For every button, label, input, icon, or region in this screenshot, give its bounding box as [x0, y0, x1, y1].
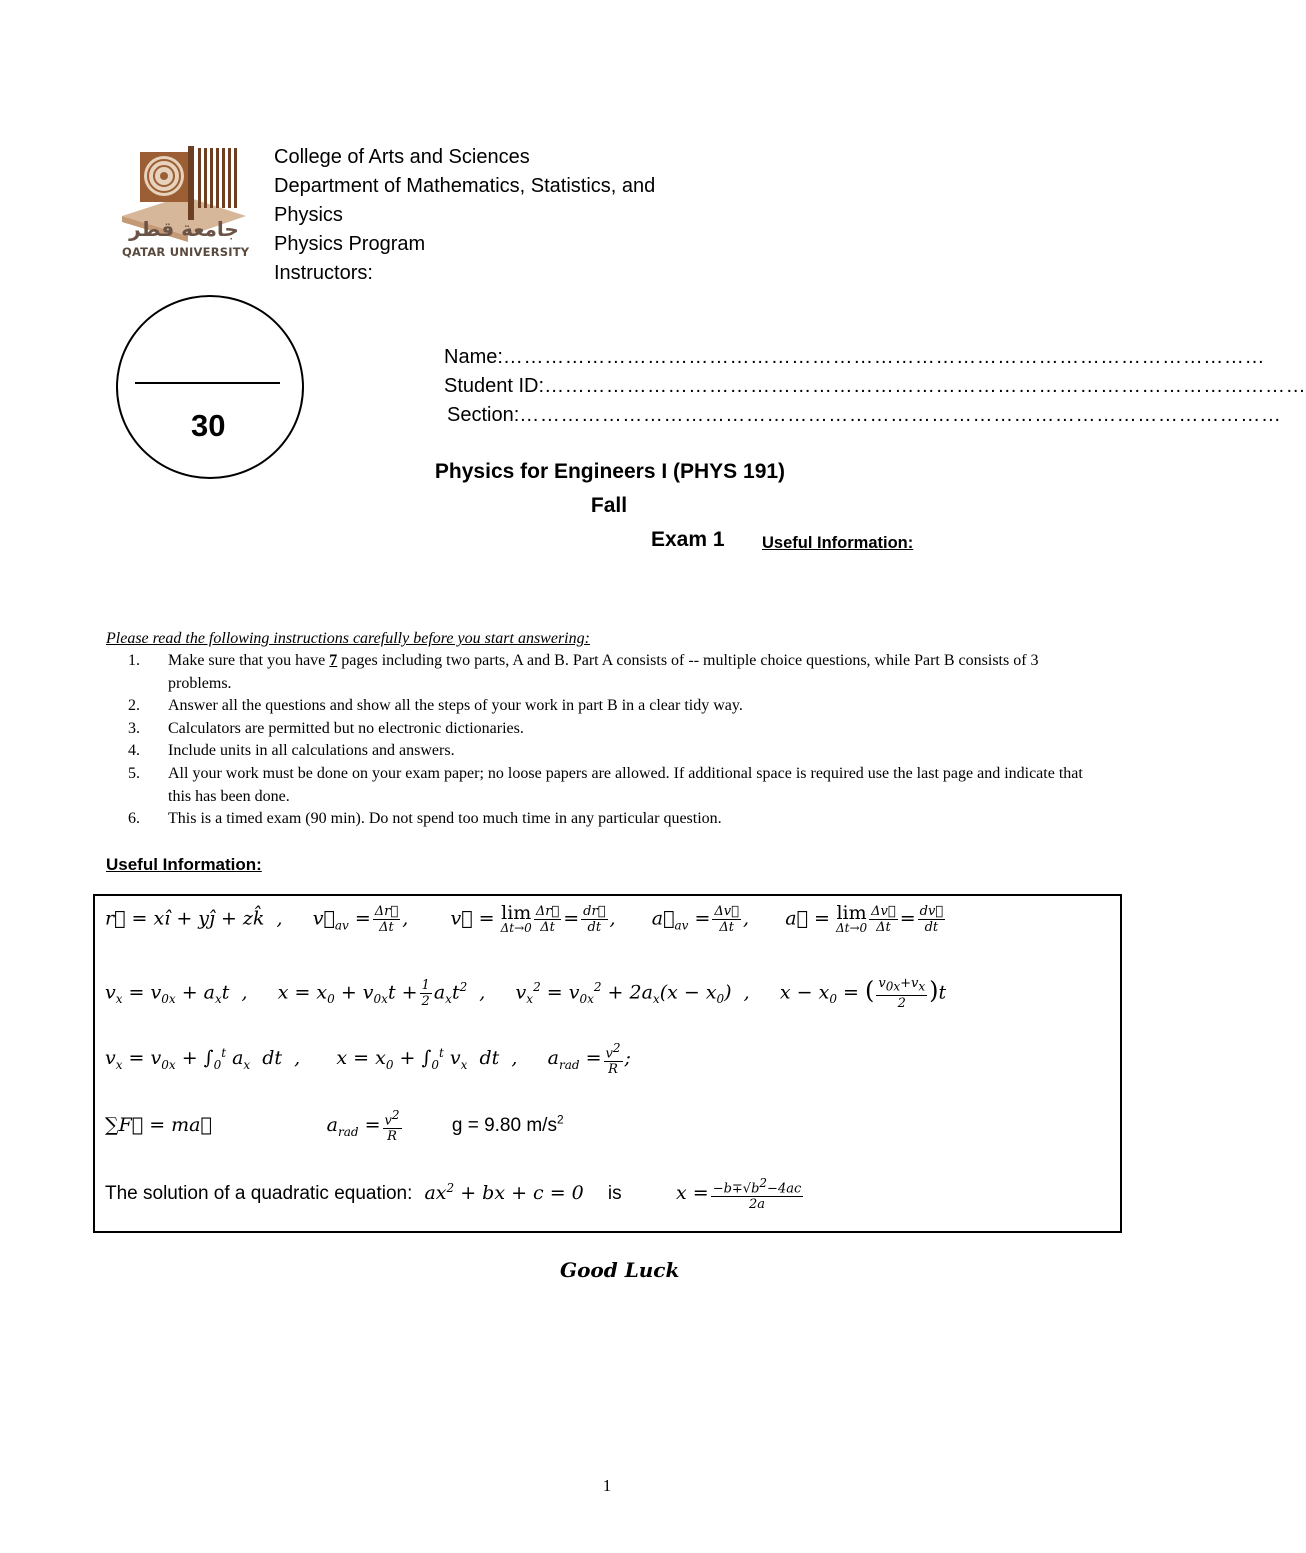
- student-id-field[interactable]: [444, 372, 1306, 401]
- page-count: 7: [329, 652, 338, 669]
- instruction-item: 3. Calculators are permitted but no electronic dictionaries.: [128, 719, 524, 737]
- useful-info-heading: Useful Information:: [106, 855, 262, 874]
- formula-row-constant-acceleration: $v_x = v_{0x} + a_xt$ , $x = x_0 + v_{0x}t$ + $\frac{1}{2}$ $a_xt^2$ , $v_x^2 = v_{0x}^2 + 2a_x(x - x_0)$ , $x - x_0$ = ( $\frac{v_{0x}+v_x}{2}$ )t: [105, 976, 947, 1011]
- instruction-item: 2. Answer all the questions and show all the steps of your work in part B in a clear tidy way.: [128, 697, 743, 715]
- college-name: College of Arts and Sciences: [274, 146, 530, 168]
- section-dots[interactable]: …………………………………………………………………………………………………: [519, 404, 1282, 426]
- quadratic-label: The solution of a quadratic equation:: [105, 1183, 413, 1205]
- formula-row-kinematics-vectors: r⃗ = xî + yĵ + zk̂ , $v⃗_{av}$ = $\frac{\Delta r⃗}{\Delta t}$ , v⃗ = lim Δt→0 $\frac{\Delta r⃗}{\Delta t}$ = $\frac{dr⃗}{dt}$ , $a⃗_{av}$ = $\frac{\Delta v⃗}{\Delta t}$ , a⃗ = lim Δt→0 $\frac{\Delta v⃗}{\Delta t}$ = $\frac{dv⃗}{dt}$: [105, 902, 944, 935]
- exam-name: Exam 1: [651, 528, 725, 551]
- formula-row-newton: ∑F⃗ = ma⃗ $a_{rad}$ = $\frac{v^2}{R}$ g = 9.80 $m/s^2$: [105, 1108, 564, 1145]
- instruction-item: 4. Include units in all calculations and answers.: [128, 742, 455, 760]
- formula-box: [93, 894, 1122, 1233]
- instructions-list: [128, 650, 1088, 831]
- page-number: 1: [602, 1476, 612, 1495]
- score-circle: [116, 295, 304, 479]
- good-luck-text: Good Luck: [560, 1258, 680, 1282]
- student-id-label: Student ID:: [444, 375, 545, 397]
- instructions-heading: Please read the following instructions carefully before you start answering:: [106, 630, 590, 647]
- name-label: Name:: [444, 346, 503, 368]
- instructors-label: Instructors:: [274, 262, 373, 284]
- department-name-line2: Physics: [274, 204, 343, 226]
- section-field[interactable]: [444, 401, 1306, 430]
- section-label: Section:: [447, 404, 520, 426]
- useful-info-label-top: Useful Information:: [762, 534, 914, 552]
- student-info-fields: [444, 343, 1306, 430]
- formula-row-quadratic: The solution of a quadratic equation: $ax^2$ + bx + c = 0 is x = $\frac{-b\mp√b^2-4ac}{2a}$: [105, 1176, 802, 1213]
- name-dots[interactable]: …………………………………………………………………………………………………: [502, 346, 1266, 368]
- instruction-item: 1. Make sure that you have 7 pages including two parts, A and B. Part A consists of -- multiple choice questions, while Part B consists of 3 problems.: [128, 652, 1039, 692]
- logo-english-name: QATAR UNIVERSITY: [122, 245, 250, 259]
- exam-term: Fall: [590, 494, 628, 517]
- logo-arabic-name: جامعة قطر: [129, 217, 239, 241]
- name-field[interactable]: [444, 343, 1306, 372]
- qatar-university-logo: [118, 138, 250, 262]
- instruction-item: 5. All your work must be done on your exam paper; no loose papers are allowed. If additional space is required use the last page and indicate that this has been done.: [128, 764, 1083, 805]
- score-blank-line[interactable]: [135, 382, 280, 384]
- department-name-line1: Department of Mathematics, Statistics, and: [274, 175, 656, 197]
- student-id-dots[interactable]: …………………………………………………………………………………………………: [544, 375, 1306, 397]
- institution-header: [274, 143, 655, 288]
- is-label: is: [607, 1183, 622, 1205]
- course-title: Physics for Engineers I (PHYS 191): [434, 460, 786, 483]
- gravity-constant: g = 9.80 $m/s^2$: [451, 1112, 564, 1137]
- formula-row-integrals: $v_x = v_{0x} + \int_0^t$ $a_x$ dt , $x = x_0 + \int_0^t$ $v_x$ dt , $a_{rad}$ = $\frac{v^2}{R}$ ;: [105, 1041, 631, 1078]
- program-name: Physics Program: [274, 233, 426, 255]
- score-total: 30: [191, 408, 226, 443]
- instruction-item: 6. This is a timed exam (90 min). Do not spend too much time in any particular question.: [128, 810, 722, 828]
